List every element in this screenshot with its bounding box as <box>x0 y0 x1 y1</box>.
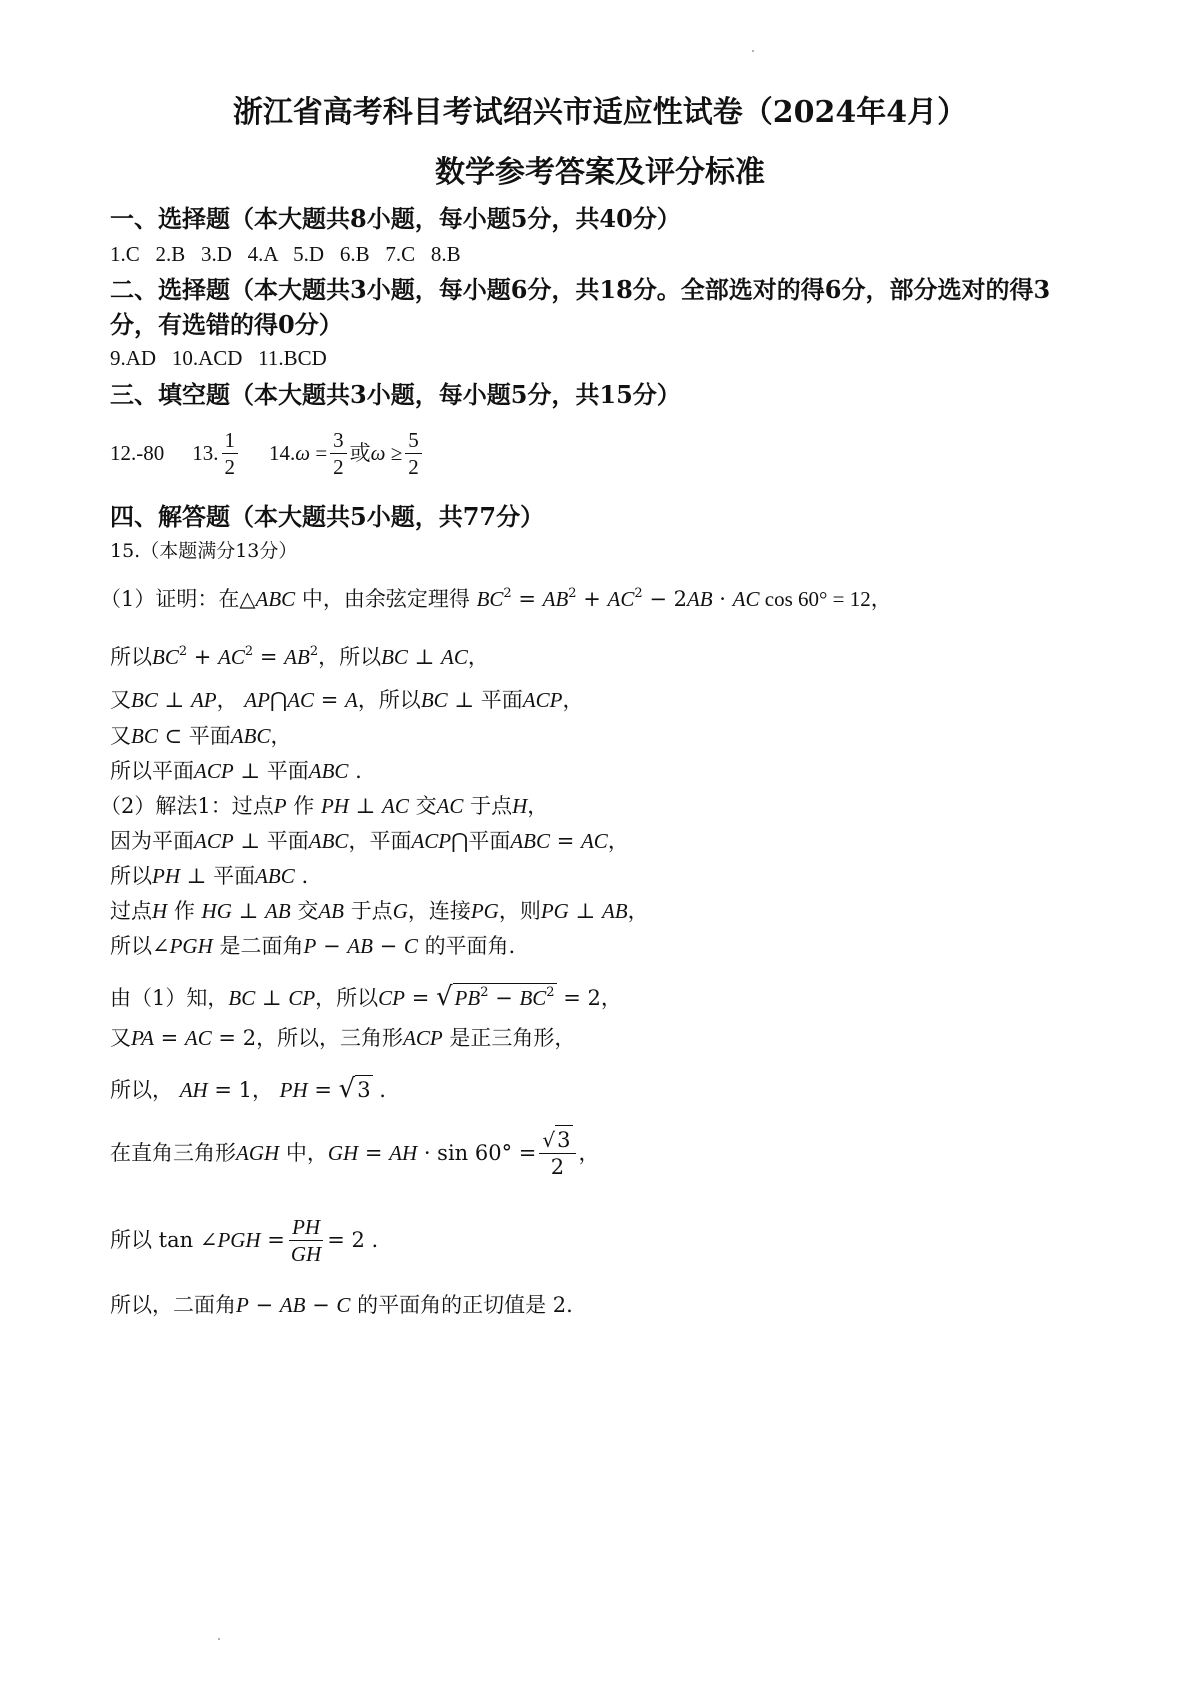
answer-12: 12.-80 <box>110 441 165 466</box>
page-subtitle: 数学参考答案及评分标准 <box>435 155 765 190</box>
section-heading: 三、填空题（本大题共3小题，每小题5分，共15分） <box>110 380 681 409</box>
section-heading: 一、选择题（本大题共8小题，每小题5分，共40分） <box>110 204 681 233</box>
proof-line: 所以PH ⊥ 平面ABC . <box>110 864 309 888</box>
answer-13: 13. <box>192 441 219 466</box>
section-heading: 分，有选错的得0分） <box>110 310 343 339</box>
fraction: $\frac{3}{2}$ <box>330 428 347 479</box>
fraction: $\frac{1}{2}$ <box>222 428 239 479</box>
proof-line: 所以平面ACP ⊥ 平面ABC . <box>110 759 362 783</box>
proof-line: 所以∠PGH 是二面角P − AB − C 的平面角. <box>110 934 516 958</box>
scan-speck <box>218 1638 220 1640</box>
fraction: $\frac{√3}{2}$ <box>539 1128 575 1179</box>
answer-list: 9.AD 10.ACD 11.BCD <box>110 346 327 370</box>
proof-line: 所以，二面角P − AB − C 的平面角的正切值是 2. <box>110 1293 573 1317</box>
proof-line: 又PA = AC = 2，所以，三角形ACP 是正三角形， <box>110 1026 576 1050</box>
proof-line: 过点H 作 HG ⊥ AB 交AB 于点G，连接PG，则PG ⊥ AB， <box>110 899 649 923</box>
fill-answers: 12.-80 13. $\frac{1}{2}$ 14. ω = $\frac{3}{2}$ 或 ω ≥ $\frac{5}{2}$ <box>110 428 425 479</box>
proof-line: （2）解法1：过点P 作 PH ⊥ AC 交AC 于点H， <box>100 794 549 818</box>
fraction: $\frac{PH}{GH}$ <box>290 1215 322 1267</box>
scan-speck <box>752 50 754 52</box>
answer-14: 14. <box>269 441 296 466</box>
proof-line: 在直角三角形 AGH 中， GH = AH · sin 60° = $\frac{√3}{2}$ ， <box>110 1128 600 1179</box>
section-heading: 四、解答题（本大题共5小题，共77分） <box>110 502 545 531</box>
fraction: $\frac{5}{2}$ <box>405 428 422 479</box>
proof-line: 因为平面ACP ⊥ 平面ABC，平面ACP⋂平面ABC = AC， <box>110 829 629 853</box>
proof-line: 由（1）知，BC ⊥ CP，所以CP = $√PB^2 - BC^2 = 2$， <box>110 982 622 1012</box>
proof-line: 所以$BC^2 + AC^2 = AB^2$，所以BC ⊥ AC， <box>110 644 489 669</box>
section-heading: 二、选择题（本大题共3小题，每小题6分，共18分。全部选对的得6分，部分选对的得3 <box>110 275 1051 304</box>
proof-line: 所以， AH = 1， PH = √3 . <box>110 1074 386 1104</box>
proof-line: 又BC ⊥ AP， AP⋂AC = A，所以BC ⊥ 平面ACP， <box>110 688 584 712</box>
proof-line: 所以 tan ∠ PGH = $\frac{PH}{GH}$ = 2 . <box>110 1215 379 1267</box>
question-label: 15.（本题满分13分） <box>110 540 298 562</box>
answer-list: 1.C 2.B 3.D 4.A 5.D 6.B 7.C 8.B <box>110 242 461 266</box>
page-title: 浙江省高考科目考试绍兴市适应性试卷（2024年4月） <box>232 95 968 130</box>
proof-line: （1）证明：在△ABC 中，由余弦定理得 $BC^2 = AB^2 + AC^2 - 2AB$ · AC cos 60° = 12， <box>100 586 892 611</box>
proof-line: 又BC ⊂ 平面ABC， <box>110 724 292 748</box>
